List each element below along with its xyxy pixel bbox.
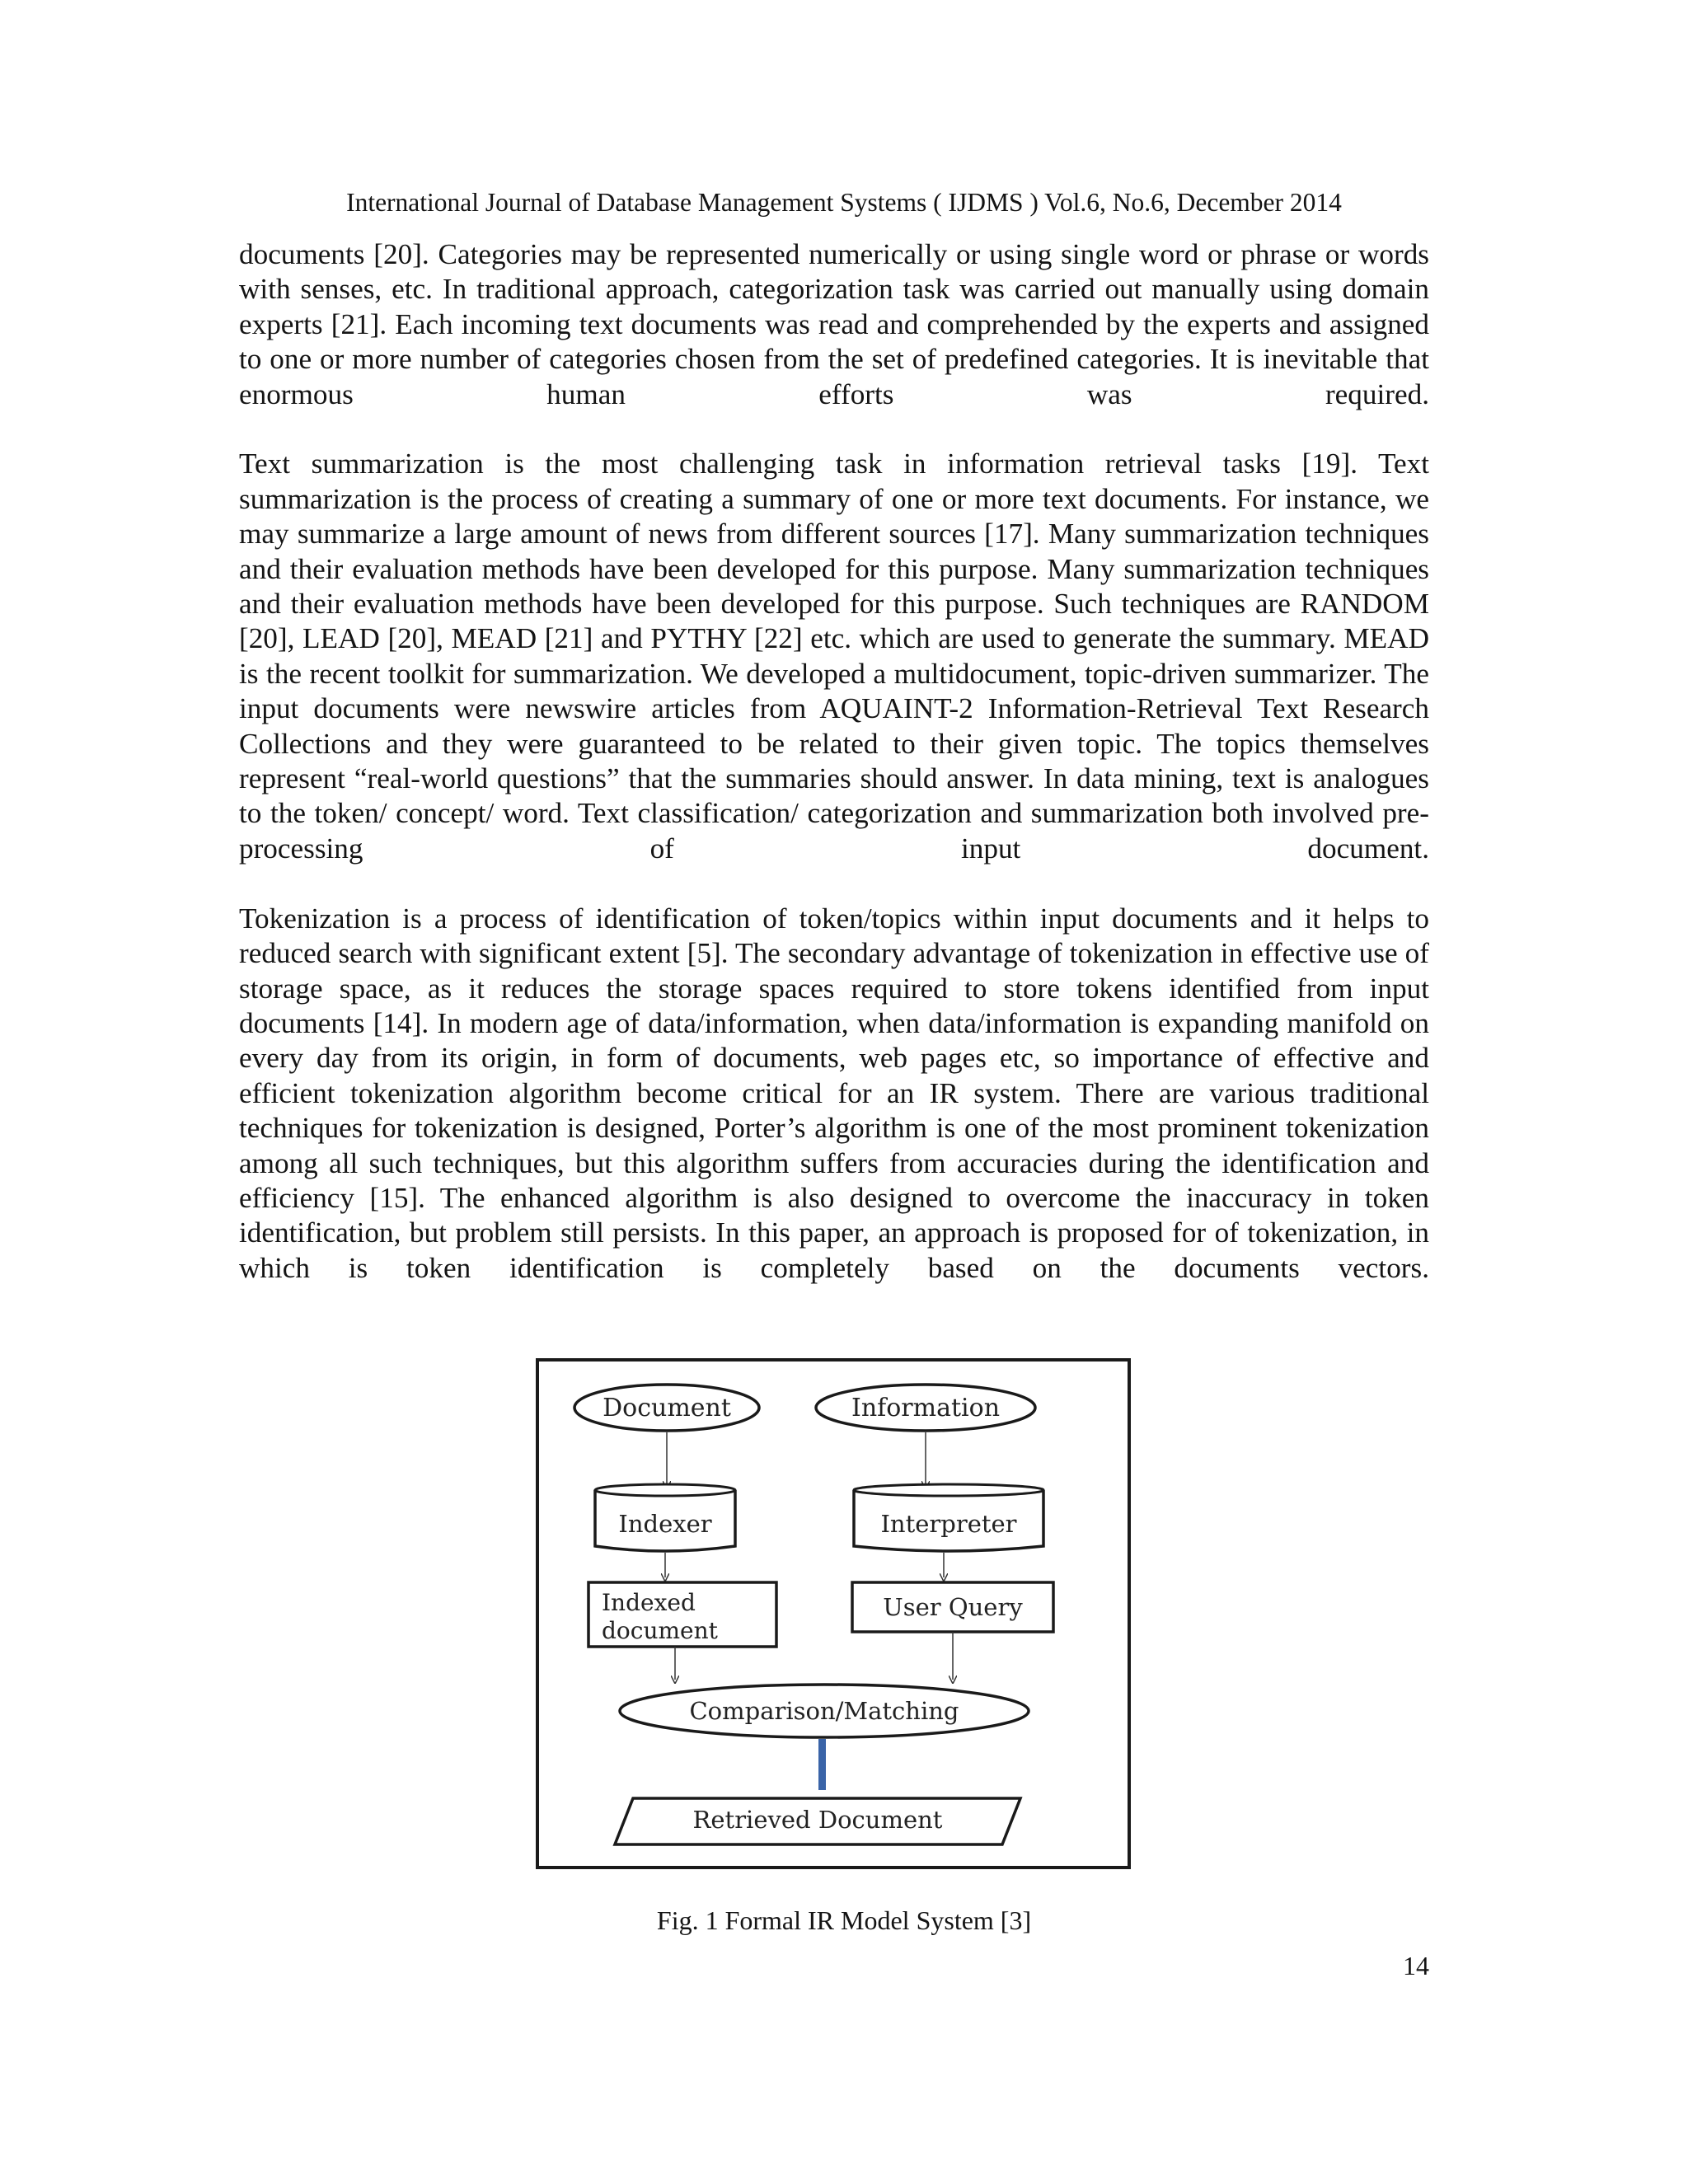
indexed-document-node bbox=[588, 1582, 776, 1647]
connector-bar bbox=[818, 1739, 826, 1790]
journal-header: International Journal of Database Management Systems ( IJDMS ) Vol.6, No.6, December 2014 bbox=[346, 188, 1342, 217]
document-node bbox=[574, 1385, 759, 1431]
paragraph-categorization: documents [20]. Categories may be represented numerically or using single word or phrase or words with senses, etc. In traditional approach, categorization task was carried out manually using domain experts [21]. Each incoming text documents was read and comprehended by the experts and assigned to one or more number of categories chosen from the set of predefined categories. It is inevitable that enormous human efforts was required. bbox=[239, 238, 1429, 410]
comparison-label: Comparison/Matching bbox=[689, 1697, 959, 1725]
retrieved-document-label: Retrieved Document bbox=[692, 1806, 943, 1834]
comparison-node bbox=[620, 1685, 1029, 1737]
body-text bbox=[239, 237, 1429, 1321]
figure-caption: Fig. 1 Formal IR Model System [3] bbox=[656, 1905, 1032, 1935]
interpreter-node bbox=[854, 1484, 1043, 1551]
ir-model-diagram bbox=[539, 1361, 1128, 1866]
indexed-document-label-line1: Indexed bbox=[602, 1589, 696, 1616]
paragraph-summarization: Text summarization is the most challenging task in information retrieval tasks [19]. Text summarization is the process of creating a summary of one or more text documents. For instance, we may summarize a large amount of news from different sources [17]. Many summarization techniques and their evaluation methods have been developed for this purpose. Many summarization techniques and their evaluation methods have been developed for this purpose. Such techniques are RANDOM [20], LEAD [20], MEAD [21] and PYTHY [22] etc. which are used to generate the summary. MEAD is the recent toolkit for summarization. We developed a multidocument, topic-driven summarizer. The input documents were newswire articles from AQUAINT-2 Information-Retrieval Text Research Collections and they were guaranteed to be related to their given topic. The topics themselves represent “real-world questions” that the summaries should answer. In data mining, text is analogues to the token/ concept/ word. Text classification/ categorization and summarization both involved pre-processing of input document. bbox=[239, 448, 1429, 865]
information-node bbox=[816, 1385, 1035, 1431]
page-number: 14 bbox=[1403, 1951, 1429, 1980]
interpreter-label: Interpreter bbox=[880, 1510, 1017, 1538]
information-label: Information bbox=[851, 1394, 1001, 1422]
indexer-node bbox=[595, 1484, 735, 1551]
user-query-label: User Query bbox=[883, 1593, 1023, 1621]
indexed-document-label-line2: document bbox=[602, 1617, 718, 1644]
indexer-label: Indexer bbox=[618, 1510, 712, 1538]
document-label: Document bbox=[603, 1394, 731, 1422]
retrieved-document-node bbox=[615, 1798, 1020, 1844]
user-query-node bbox=[852, 1582, 1053, 1632]
paragraph-tokenization: Tokenization is a process of identification of token/topics within input documents and it helps to reduced search with significant extent [5]. The secondary advantage of tokenization in effective use of storage space, as it reduces the storage spaces required to store tokens identified from input documents [14]. In modern age of data/information, when data/information is expanding manifold on every day from its origin, in form of documents, web pages etc, so importance of effective and efficient tokenization algorithm become critical for an IR system. There are various traditional techniques for tokenization is designed, Porter’s algorithm is one of the most prominent tokenization among all such techniques, but this algorithm suffers from accuracies during the identification and efficiency [15]. The enhanced algorithm is also designed to overcome the inaccuracy in token identification, but problem still persists. In this paper, an approach is proposed for of tokenization, in which is token identification is completely based on the documents vectors. bbox=[239, 902, 1429, 1284]
ir-model-figure bbox=[536, 1358, 1131, 1869]
